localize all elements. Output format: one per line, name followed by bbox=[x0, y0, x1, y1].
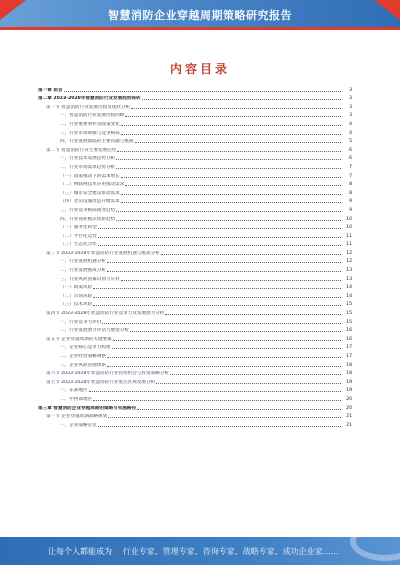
toc-entry[interactable] bbox=[38, 161, 352, 170]
toc-entry[interactable] bbox=[38, 290, 352, 299]
toc-entry-page: 16 bbox=[346, 336, 352, 342]
toc-entry-page: 20 bbox=[346, 405, 352, 411]
toc-entry-title: 二、行业重要事件及政策变化 bbox=[60, 121, 120, 127]
toc-entry-leader-dots bbox=[117, 151, 341, 152]
toc-entry-page: 3 bbox=[349, 104, 352, 110]
toc-entry-leader-dots bbox=[156, 383, 341, 384]
toc-entry-title: 第四节 2023-2028年智慧消防行业竞争力及发展潜力分析 bbox=[46, 311, 165, 317]
toc-entry-leader-dots bbox=[170, 374, 341, 375]
footer-separator: | bbox=[116, 547, 119, 556]
toc-entry[interactable] bbox=[38, 299, 352, 308]
toc-entry[interactable] bbox=[38, 118, 352, 127]
toc-entry[interactable] bbox=[38, 385, 352, 394]
toc-entry-page: 14 bbox=[346, 285, 352, 291]
toc-entry-leader-dots bbox=[93, 297, 341, 298]
toc-entry-page: 17 bbox=[346, 354, 352, 359]
toc-entry[interactable] bbox=[38, 342, 352, 351]
toc-entry-leader-dots bbox=[161, 254, 341, 255]
footer-decorative-arc bbox=[350, 521, 400, 561]
toc-entry[interactable] bbox=[38, 196, 352, 205]
toc-entry-leader-dots bbox=[98, 237, 341, 238]
toc-entry-page: 21 bbox=[346, 422, 352, 428]
toc-entry-title: 一、行业技术发展趋势分析 bbox=[60, 156, 116, 162]
footer-slogan-lead: 让每个人都能成为 bbox=[48, 547, 112, 556]
toc-entry-page: 9 bbox=[349, 199, 352, 205]
toc-entry[interactable] bbox=[38, 376, 352, 385]
toc-entry-title: 第一节 智慧消防行业发展历程及现状分析 bbox=[46, 104, 131, 110]
toc-entry[interactable] bbox=[38, 153, 352, 162]
toc-entry-title: 二、行业发展潜力评估与展望分析 bbox=[60, 328, 129, 334]
toc-entry[interactable] bbox=[38, 127, 352, 136]
toc-entry-title: 二、行业发展挑战分析 bbox=[60, 268, 106, 274]
toc-entry-title: （三）生态化合作 bbox=[60, 242, 97, 248]
toc-entry-title: 三、企业风险管理体系 bbox=[60, 362, 106, 368]
toc-entry-title: 一、企业核心竞争力构建 bbox=[60, 345, 111, 351]
toc-entry-leader-dots bbox=[93, 400, 341, 401]
toc-entry[interactable] bbox=[38, 359, 352, 368]
toc-entry-title: 一、智慧消防行业发展历程回顾 bbox=[60, 113, 125, 119]
footer-slogan bbox=[48, 546, 339, 557]
toc-entry-title: 第三章 智慧消防企业穿越周期的策略与实施路径 bbox=[38, 405, 137, 411]
toc-entry-page: 6 bbox=[349, 156, 352, 162]
toc-entry-page: 8 bbox=[349, 182, 352, 188]
toc-entry-leader-dots bbox=[108, 417, 341, 418]
toc-entry-title: 三、行业市场规模与竞争格局 bbox=[60, 130, 120, 136]
table-of-contents bbox=[38, 84, 352, 504]
toc-entry-leader-dots bbox=[121, 202, 341, 203]
toc-entry-page: 7 bbox=[349, 164, 352, 170]
toc-entry-page: 18 bbox=[346, 371, 352, 377]
toc-entry-page: 15 bbox=[346, 302, 352, 308]
toc-entry-title: 第三节 2023-2028年智慧消防行业发展机遇与挑战分析 bbox=[46, 250, 160, 256]
toc-entry[interactable] bbox=[38, 256, 352, 265]
toc-entry[interactable] bbox=[38, 187, 352, 196]
toc-entry[interactable] bbox=[38, 136, 352, 145]
toc-entry[interactable] bbox=[38, 411, 352, 420]
toc-entry-page: 3 bbox=[349, 87, 352, 93]
toc-entry-leader-dots bbox=[98, 426, 341, 427]
toc-entry-page: 19 bbox=[346, 379, 352, 385]
toc-entry-page: 10 bbox=[346, 216, 352, 222]
toc-entry[interactable] bbox=[38, 84, 352, 93]
toc-entry-leader-dots bbox=[142, 99, 341, 100]
toc-entry-page: 13 bbox=[346, 268, 352, 274]
toc-entry-title: 第一章 前言 bbox=[38, 87, 63, 93]
toc-entry[interactable] bbox=[38, 93, 352, 102]
toc-entry-title: （二）物联网技术应用推动需求 bbox=[60, 182, 125, 188]
toc-entry-leader-dots bbox=[130, 331, 341, 332]
toc-entry-leader-dots bbox=[125, 116, 341, 117]
toc-entry[interactable] bbox=[38, 419, 352, 428]
toc-entry-title: （二）市场风险 bbox=[60, 293, 93, 299]
toc-entry-leader-dots bbox=[131, 108, 341, 109]
toc-entry-leader-dots bbox=[121, 177, 341, 178]
toc-entry-page: 16 bbox=[346, 328, 352, 334]
toc-entry-page: 12 bbox=[346, 259, 352, 265]
toc-entry-leader-dots bbox=[121, 194, 341, 195]
toc-entry-title: （四）老旧设施改造升级需求 bbox=[60, 199, 120, 205]
toc-entry-leader-dots bbox=[107, 357, 341, 358]
toc-entry-title: （三）技术风险 bbox=[60, 302, 93, 308]
toc-entry-leader-dots bbox=[89, 391, 341, 392]
toc-entry-title: 一、企业战略定位 bbox=[60, 422, 97, 428]
toc-entry[interactable] bbox=[38, 273, 352, 282]
toc-entry-title: 第二章 2023-2028年智慧消防行业发展趋势探析 bbox=[38, 96, 141, 102]
toc-entry-title: 三、行业风险因素识别与应对 bbox=[60, 276, 120, 282]
toc-entry-page: 5 bbox=[349, 139, 352, 145]
toc-entry-leader-dots bbox=[113, 340, 341, 341]
toc-entry-title: 二、中西部地区 bbox=[60, 396, 93, 402]
toc-entry-leader-dots bbox=[102, 323, 341, 324]
toc-entry-title: （二）平台化运营 bbox=[60, 233, 97, 239]
toc-entry[interactable] bbox=[38, 204, 352, 213]
footer-slogan-tags: 行业专家、管理专家、咨询专家、战略专家、成功企业家…… bbox=[122, 547, 339, 556]
toc-entry[interactable] bbox=[38, 101, 352, 110]
toc-entry-title: 一、东部地区 bbox=[60, 388, 88, 394]
toc-entry[interactable] bbox=[38, 230, 352, 239]
toc-entry-page: 11 bbox=[346, 233, 352, 239]
toc-entry-page: 9 bbox=[349, 207, 352, 213]
toc-entry[interactable] bbox=[38, 110, 352, 119]
toc-entry-page: 10 bbox=[346, 225, 352, 231]
toc-entry-leader-dots bbox=[116, 159, 341, 160]
toc-entry-title: 二、行业市场需求趋势分析 bbox=[60, 164, 116, 170]
toc-entry-leader-dots bbox=[116, 211, 341, 212]
toc-entry-page: 13 bbox=[346, 276, 352, 282]
toc-entry-title: 一、行业发展机遇分析 bbox=[60, 259, 106, 265]
toc-entry-title: （一）政策风险 bbox=[60, 285, 93, 291]
toc-entry-page: 12 bbox=[346, 250, 352, 256]
toc-entry-page: 20 bbox=[346, 396, 352, 402]
toc-entry-leader-dots bbox=[121, 125, 341, 126]
toc-entry[interactable] bbox=[38, 247, 352, 256]
toc-entry[interactable] bbox=[38, 316, 352, 325]
toc-entry-leader-dots bbox=[116, 220, 341, 221]
toc-entry-leader-dots bbox=[98, 228, 341, 229]
toc-entry-page: 19 bbox=[346, 388, 352, 394]
toc-entry-page: 21 bbox=[346, 414, 352, 420]
toc-entry-page: 14 bbox=[346, 293, 352, 299]
toc-entry-page: 17 bbox=[346, 345, 352, 351]
footer-banner bbox=[0, 537, 400, 565]
toc-entry[interactable] bbox=[38, 350, 352, 359]
toc-entry-title: （一）政策推动下的需求增长 bbox=[60, 173, 120, 179]
toc-entry-title: （三）城市安全建设带动需求 bbox=[60, 190, 120, 196]
toc-entry-title: 第六节 2023-2028年智慧消防行业投资机会与投资策略分析 bbox=[46, 371, 169, 377]
toc-entry-leader-dots bbox=[64, 91, 341, 92]
toc-entry[interactable] bbox=[38, 333, 352, 342]
toc-entry-page: 8 bbox=[349, 190, 352, 196]
toc-entry[interactable] bbox=[38, 179, 352, 188]
toc-entry-title: 四、行业发展面临的主要问题与挑战 bbox=[60, 139, 134, 145]
toc-entry-leader-dots bbox=[112, 348, 341, 349]
toc-entry-page: 15 bbox=[346, 319, 352, 325]
toc-entry-title: 二、企业经营策略调整 bbox=[60, 354, 106, 359]
toc-entry-title: 三、行业竞争格局演变趋势 bbox=[60, 207, 116, 213]
toc-entry-leader-dots bbox=[116, 168, 341, 169]
toc-entry-page: 4 bbox=[349, 130, 352, 136]
toc-entry-leader-dots bbox=[107, 262, 341, 263]
toc-entry[interactable] bbox=[38, 282, 352, 291]
toc-entry-leader-dots bbox=[135, 142, 341, 143]
toc-entry[interactable] bbox=[38, 213, 352, 222]
toc-entry[interactable] bbox=[38, 144, 352, 153]
toc-entry-title: 第一节 企业穿越周期战略规划 bbox=[46, 414, 108, 420]
header-red-stripe bbox=[0, 27, 400, 30]
toc-entry-leader-dots bbox=[125, 185, 341, 186]
toc-entry-page: 3 bbox=[349, 96, 352, 102]
toc-entry-leader-dots bbox=[137, 409, 341, 410]
toc-entry-page: 18 bbox=[346, 362, 352, 368]
toc-entry-leader-dots bbox=[93, 305, 341, 306]
toc-entry-page: 15 bbox=[346, 311, 352, 317]
toc-entry-leader-dots bbox=[107, 366, 341, 367]
toc-entry[interactable] bbox=[38, 307, 352, 316]
toc-entry-page: 7 bbox=[349, 173, 352, 179]
toc-heading: 内容目录 bbox=[169, 62, 230, 76]
toc-entry-leader-dots bbox=[98, 245, 341, 246]
toc-entry-title: 四、行业商业模式创新趋势 bbox=[60, 216, 116, 222]
toc-entry[interactable] bbox=[38, 239, 352, 248]
toc-entry[interactable] bbox=[38, 368, 352, 377]
toc-entry-leader-dots bbox=[121, 134, 341, 135]
toc-entry-leader-dots bbox=[121, 280, 341, 281]
toc-entry-page: 3 bbox=[349, 113, 352, 119]
toc-entry-title: 第七节 2023-2028年智慧消防行业重点区域发展分析 bbox=[46, 379, 156, 385]
toc-entry-title: 一、行业竞争力评价 bbox=[60, 319, 102, 325]
toc-entry[interactable] bbox=[38, 264, 352, 273]
toc-entry-title: 第二节 智慧消防行业主要发展趋势 bbox=[46, 147, 117, 153]
toc-entry[interactable] bbox=[38, 402, 352, 411]
toc-entry-leader-dots bbox=[107, 271, 341, 272]
toc-entry-title: （一）服务化转型 bbox=[60, 225, 97, 231]
toc-entry[interactable] bbox=[38, 393, 352, 402]
toc-entry[interactable] bbox=[38, 170, 352, 179]
toc-entry[interactable] bbox=[38, 325, 352, 334]
toc-entry-page: 4 bbox=[349, 121, 352, 127]
toc-entry-leader-dots bbox=[93, 288, 341, 289]
report-title: 智慧消防企业穿越周期策略研究报告 bbox=[108, 9, 292, 22]
toc-entry-leader-dots bbox=[165, 314, 341, 315]
toc-entry[interactable] bbox=[38, 222, 352, 231]
toc-entry-page: 6 bbox=[349, 147, 352, 153]
toc-entry-page: 11 bbox=[346, 242, 352, 248]
report-header-banner bbox=[0, 0, 400, 30]
toc-entry-title: 第五节 企业穿越周期的关键要素 bbox=[46, 336, 112, 342]
